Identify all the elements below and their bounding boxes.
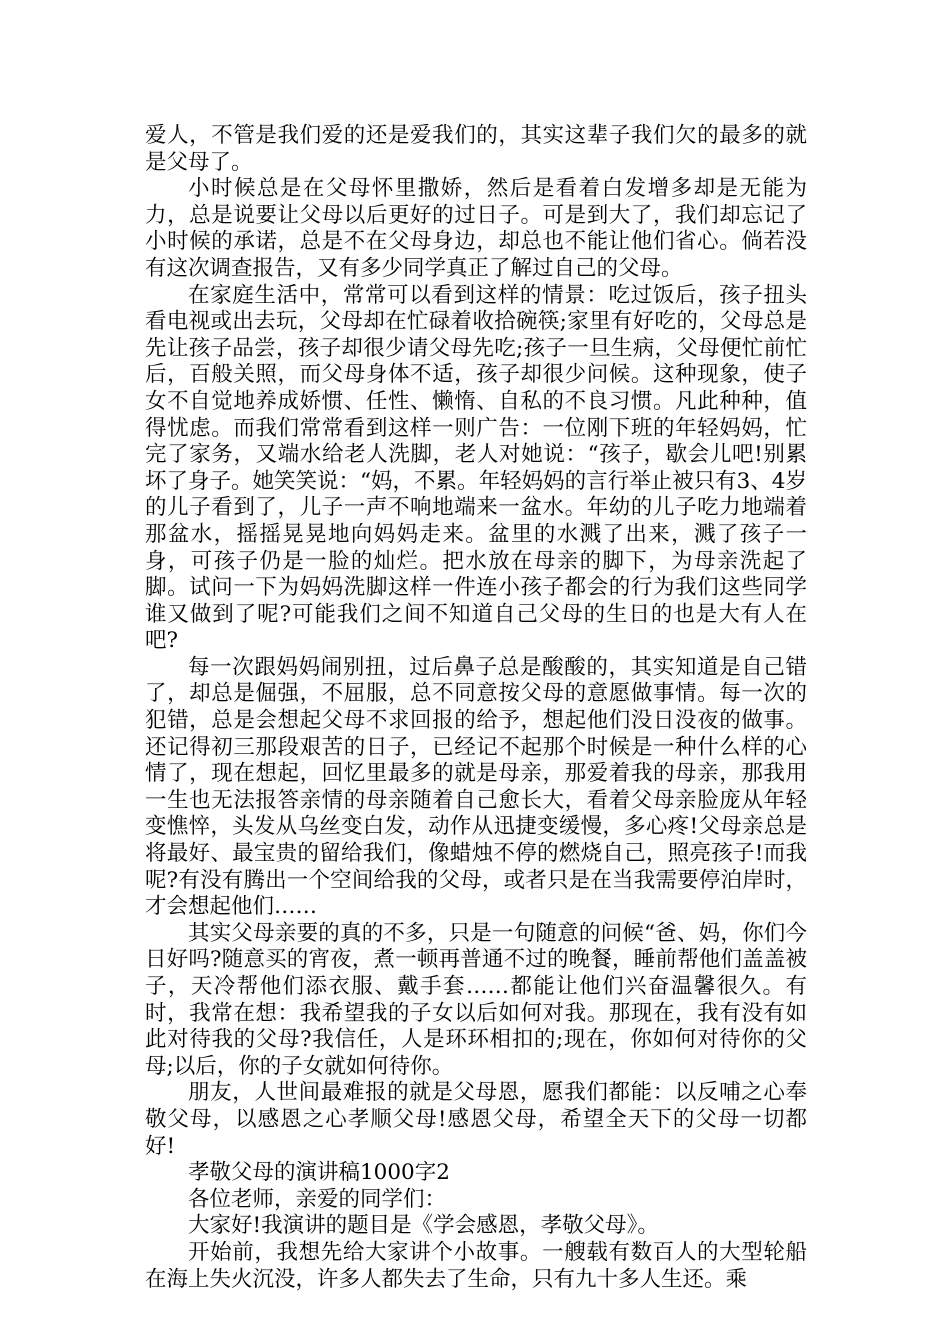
paragraph-6: 朋友，人世间最难报的就是父母恩，愿我们都能：以反哺之心奉敬父母，以感恩之心孝顺父母!感恩父母，希望全天下的父母一切都好! <box>145 1080 807 1159</box>
salutation: 各位老师，亲爱的同学们： <box>188 1186 447 1212</box>
paragraph-1: 爱人，不管是我们爱的还是爱我们的，其实这辈子我们欠的最多的就是父母了。 <box>145 123 807 175</box>
paragraph-5: 其实父母亲要的真的不多，只是一句随意的问候“爸、妈，你们今日好吗?随意买的宵夜，煮一顿再普通不过的晚餐，睡前帮他们盖盖被子，天冷帮他们添衣服、戴手套……都能让他们兴奋温馨很久。有时，我常在想：我希望我的子女以后如何对我。那现在，我有没有如此对待我的父母?我信任，人是环环相扣的;现在，你如何对待你的父母;以后，你的子女就如何待你。 <box>145 920 807 1079</box>
paragraph-2: 小时候总是在父母怀里撒娇，然后是看着白发增多却是无能为力，总是说要让父母以后更好的过日子。可是到大了，我们却忘记了小时候的承诺，总是不在父母身边，却总也不能让他们省心。倘若没有这次调查报告，又有多少同学真正了解过自己的父母。 <box>145 176 807 281</box>
greeting: 大家好!我演讲的题目是《学会感恩，孝敬父母》。 <box>188 1213 659 1239</box>
paragraph-story: 开始前，我想先给大家讲个小故事。一艘载有数百人的大型轮船在海上失火沉没，许多人都失去了生命，只有九十多人生还。乘 <box>145 1239 807 1292</box>
document-page <box>145 123 807 1293</box>
section-heading: 孝敬父母的演讲稿1000字2 <box>188 1160 450 1186</box>
paragraph-3: 在家庭生活中，常常可以看到这样的情景：吃过饭后，孩子扭头看电视或出去玩，父母却在忙碌着收拾碗筷;家里有好吃的，父母总是先让孩子品尝，孩子却很少请父母先吃;孩子一旦生病，父母便忙前忙后，百般关照，而父母身体不适，孩子却很少问候。这种现象，使子女不自觉地养成娇惯、任性、懒惰、自私的不良习惯。凡此种种，值得忧虑。而我们常常看到这样一则广告：一位刚下班的年轻妈妈，忙完了家务，又端水给老人洗脚，老人对她说：“孩子，歇会儿吧!别累坏了身子。她笑笑说：“妈，不累。年轻妈妈的言行举止被只有3、4岁的儿子看到了，儿子一声不响地端来一盆水。年幼的儿子吃力地端着那盆水，摇摇晃晃地向妈妈走来。盆里的水溅了出来，溅了孩子一身，可孩子仍是一脸的灿烂。把水放在母亲的脚下，为母亲洗起了脚。试问一下为妈妈洗脚这样一件连小孩子都会的行为我们这些同学谁又做到了呢?可能我们之间不知道自己父母的生日的也是大有人在吧? <box>145 282 807 654</box>
paragraph-4: 每一次跟妈妈闹别扭，过后鼻子总是酸酸的，其实知道是自己错了，却总是倔强，不屈服，总不同意按父母的意愿做事情。每一次的犯错，总是会想起父母不求回报的给予，想起他们没日没夜的做事。还记得初三那段艰苦的日子，已经记不起那个时候是一种什么样的心情了，现在想起，回忆里最多的就是母亲，那爱着我的母亲，那我用一生也无法报答亲情的母亲随着自己愈长大，看着父母亲脸庞从年轻变憔悴，头发从乌丝变白发，动作从迅捷变缓慢，多心疼!父母亲总是将最好、最宝贵的留给我们，像蜡烛不停的燃烧自己，照亮孩子!而我呢?有没有腾出一个空间给我的父母，或者只是在当我需要停泊岸时，才会想起他们…… <box>145 654 807 920</box>
